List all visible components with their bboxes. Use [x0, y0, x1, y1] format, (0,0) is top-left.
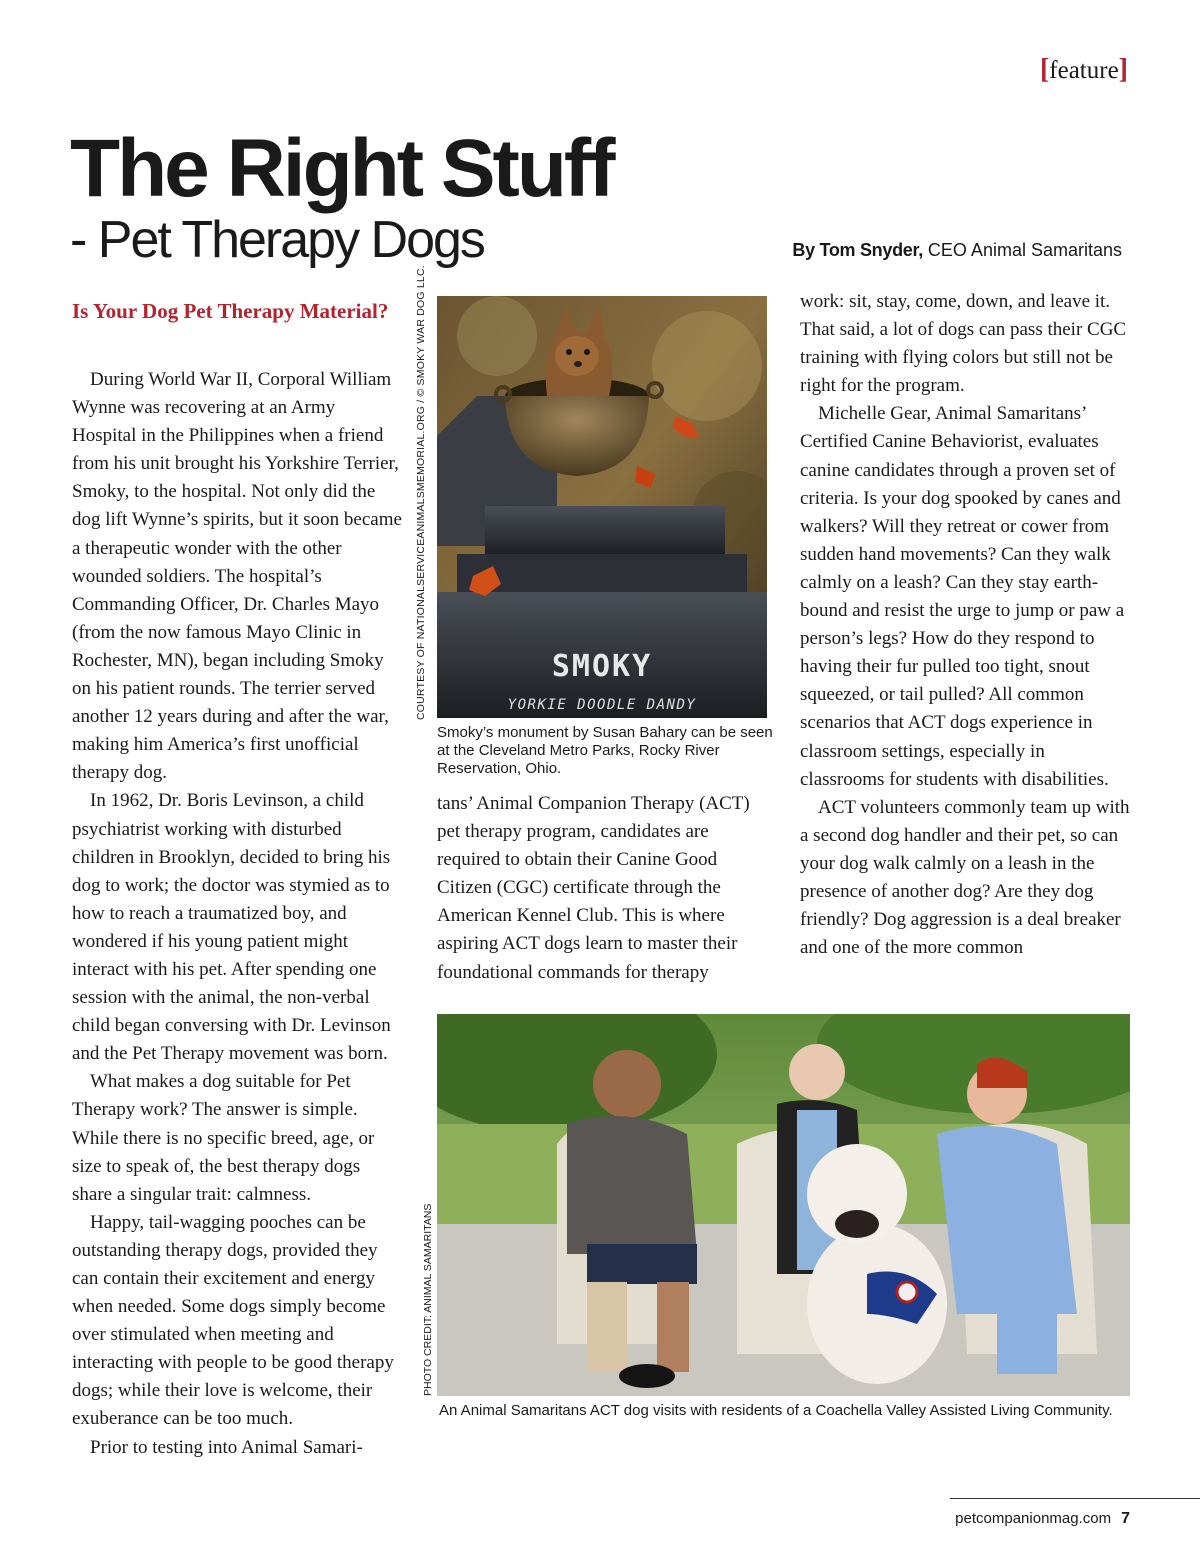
- section-label: feature: [1049, 57, 1119, 84]
- paragraph: work: sit, stay, come, down, and leave it. That said, a lot of dogs can pass their CGC training with flying colors but still not be right for the program.: [800, 291, 1127, 397]
- paragraph: In 1962, Dr. Boris Levinson, a child psychiatrist working with disturbed children in Brooklyn, decided to bring his dog to work; the doctor was stymied as to how to reach a traumatized boy, and wondered if his young patient might interact with his pet. After spending one session with the animal, the non-verbal child began conversing with Dr. Levinson and the Pet Therapy movement was born.: [72, 790, 391, 1065]
- photo-credit: PHOTO CREDIT: ANIMAL SAMARITANS: [422, 1203, 434, 1396]
- article-subtitle: - Pet Therapy Dogs: [70, 211, 484, 269]
- photo-credit: COURTESY OF NATIONALSERVICEANIMALSMEMORIAL.ORG / © SMOKY WAR DOG LLC.: [415, 265, 427, 720]
- column-right: [800, 288, 1130, 962]
- plaque-subtitle: YORKIE DOODLE DANDY: [507, 697, 697, 713]
- paragraph: Michelle Gear, Animal Samaritans’ Certified Canine Behaviorist, evaluates canine candidates through a proven set of criteria. Is your dog spooked by canes and walkers? Will they retreat or cower from sudden hand movements? Can they walk calmly on a leash? Can they stay earth-bound and resist the urge to jump or paw a person’s legs? How do they respond to having their fur pulled too tight, snout squeezed, or tail pulled? All common scenarios that ACT dogs experience in classroom settings, especially in classrooms for students with disabilities.: [800, 403, 1125, 790]
- byline-author: By Tom Snyder,: [792, 240, 923, 260]
- paragraph: tans’ Animal Companion Therapy (ACT) pet therapy program, candidates are required to obtain their Canine Good Citizen (CGC) certificate through the American Kennel Club. This is where aspiring ACT dogs learn to master their foundational commands for therapy: [437, 793, 750, 983]
- column-middle: [437, 790, 769, 987]
- article-title: The Right Stuff: [70, 123, 613, 214]
- footer: [955, 1510, 1130, 1528]
- group-photo: [437, 1014, 1130, 1396]
- group-photo-illustration: [437, 1014, 1130, 1396]
- photo-caption: Smoky’s monument by Susan Bahary can be seen at the Cleveland Metro Parks, Rocky River Reservation, Ohio.: [437, 724, 773, 777]
- photo-caption: An Animal Samaritans ACT dog visits with residents of a Coachella Valley Assisted Living Community.: [439, 1402, 1113, 1419]
- plaque-name: SMOKY: [551, 649, 653, 684]
- smoky-monument-photo: [437, 296, 767, 718]
- byline: [792, 240, 1122, 261]
- subhead: Is Your Dog Pet Therapy Material?: [72, 299, 389, 323]
- page-number: 7: [1121, 1510, 1130, 1527]
- section-tag: [feature]: [1039, 54, 1128, 85]
- paragraph: What makes a dog suitable for Pet Therapy work? The answer is simple. While there is no specific breed, age, or size to speak of, the best therapy dogs share a singular trait: calmness.: [72, 1071, 375, 1205]
- paragraph: During World War II, Corporal William Wynne was recovering at an Army Hospital in the Philippines when a friend from his unit brought his Yorkshire Terrier, Smoky, to the hospital. Not only did the dog lift Wynne’s spirits, but it soon became a therapeutic wonder with the other wounded soldiers. The hospital’s Commanding Officer, Dr. Charles Mayo (from the now famous Mayo Clinic in Rochester, MN), began including Smoky on his patient rounds. The terrier served another 12 years during and after the war, making him America’s first unofficial therapy dog.: [72, 369, 402, 784]
- footer-site: petcompanionmag.com: [955, 1510, 1112, 1527]
- byline-role: CEO Animal Samaritans: [927, 240, 1122, 260]
- footer-divider: [950, 1498, 1200, 1499]
- smoky-monument-illustration: [437, 296, 767, 718]
- paragraph: Happy, tail-wagging pooches can be outstanding therapy dogs, provided they can contain their excitement and energy when needed. Some dogs simply become over stimulated when meeting and interacting with people to be good therapy dogs; while their love is welcome, their exuberance can be too much.: [72, 1211, 394, 1430]
- paragraph: Prior to testing into Animal Samari-: [90, 1436, 363, 1458]
- column-left: [72, 366, 402, 1462]
- paragraph: ACT volunteers commonly team up with a second dog handler and their pet, so can your dog walk calmly on a leash in the presence of another dog? Are they dog friendly? Dog aggression is a deal breaker and one of the more common: [800, 796, 1130, 959]
